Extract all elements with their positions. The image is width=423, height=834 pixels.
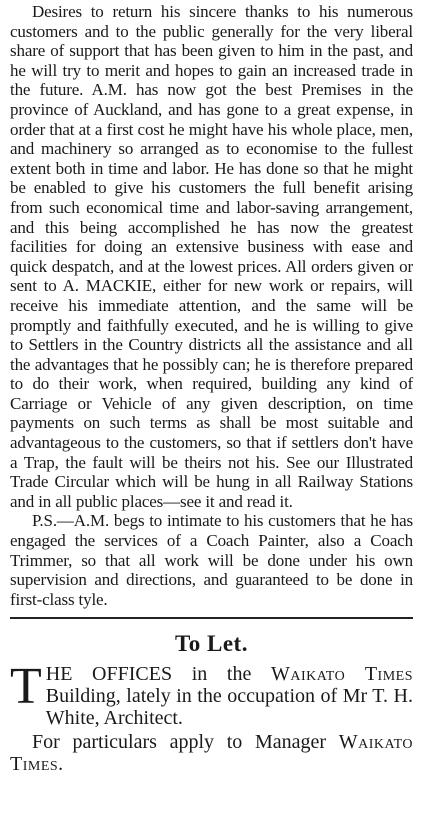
section-divider	[10, 617, 413, 619]
notice-text-start: HE OFFICES in the	[45, 663, 271, 686]
notice-waikato: Waikato	[270, 663, 346, 686]
to-let-notice	[10, 658, 414, 730]
notice-times: Times	[364, 663, 414, 686]
notice-text-rest: Building, lately in the occupation of Mr T. H. White, Architect.	[45, 685, 413, 730]
advertisement-body: Desires to return his sincere thanks to his numerous customers and to the public generally for the very liberal share of support that has been given to him in the past, and he will try to merit and hopes to gain an increased trade in the future. A.M. has now got the best Premises in the province of Auckland, and has gone to a great expense, in order that at a first cost he might have his whole place, men, and machinery so arranged as to economise to the fullest extent both in time and labor. He has done so that he might be enabled to give his customers the full benefit arising from such economical time and labor-saving arrangement, and this being accomplished he has now the greatest facilities for doing an extensive business with ease and quick despatch, and at the lowest prices. All orders given or sent to A. MACKIE, either for new work or repairs, will receive his immediate attention, and the same will be promptly and faithfully executed, and he is willing to give to Settlers in the Country districts all the assistance and all the advantages that he possibly can; he is therefore prepared to do their work, when required, building any kind of Carriage or Vehicle of any given description, on time payments on such terms as shall be most suitable and advantageous to the customers, so that if settlers don't have a Trap, the fault will be theirs not his. See our Illustrated Trade Circular which will be hung in all Railway Stations and in all public places—see it and read it.	[10, 2, 413, 511]
drop-cap-letter: T	[10, 658, 42, 716]
particulars-text: For particulars apply to Manager	[32, 731, 339, 754]
advertisement-postscript: P.S.—A.M. begs to intimate to his customers that he has engaged the services of a Coach Painter, also a Coach Trimmer, so that all work will be done under his own supervision and directions, and guaranteed to be done in first-class tyle.	[10, 511, 413, 609]
to-let-heading: To Let.	[175, 631, 248, 657]
particulars-line	[10, 731, 413, 775]
particulars-waikato-times: Waikato Times.	[10, 731, 413, 776]
